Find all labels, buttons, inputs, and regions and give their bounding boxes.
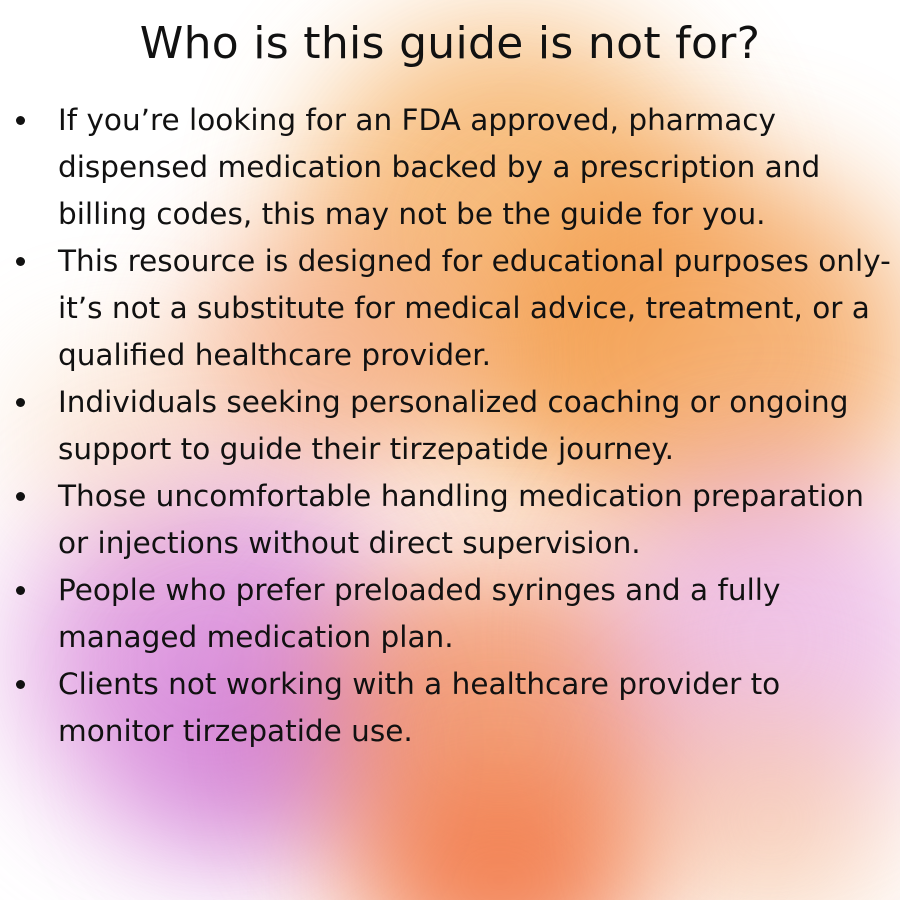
bullet-icon: [16, 116, 25, 125]
list-item-text: If you’re looking for an FDA approved, pharmacy dispensed medication backed by a prescription and billing codes, this may not be the guide for you.: [58, 103, 821, 231]
list-item: [0, 473, 900, 567]
bullet-icon: [16, 398, 25, 407]
list-item-text: Individuals seeking personalized coaching or ongoing support to guide their tirzepatide journey.: [58, 385, 849, 466]
criteria-list: [0, 97, 900, 755]
list-item: [0, 238, 900, 379]
list-item-text: This resource is designed for educational purposes only- it’s not a substitute for medical advice, treatment, or a qualified healthcare provider.: [58, 244, 891, 372]
list-item-text: Clients not working with a healthcare provider to monitor tirzepatide use.: [58, 667, 781, 748]
list-item: [0, 97, 900, 238]
page-title: Who is this guide is not for?: [139, 18, 761, 69]
bullet-icon: [16, 680, 25, 689]
list-item-text: People who prefer preloaded syringes and a fully managed medication plan.: [58, 573, 781, 654]
list-item: [0, 379, 900, 473]
bullet-icon: [16, 586, 25, 595]
list-item: [0, 567, 900, 661]
bullet-icon: [16, 492, 25, 501]
list-item: [0, 661, 900, 755]
list-item-text: Those uncomfortable handling medication preparation or injections without direct supervision.: [58, 479, 864, 560]
bullet-icon: [16, 257, 25, 266]
